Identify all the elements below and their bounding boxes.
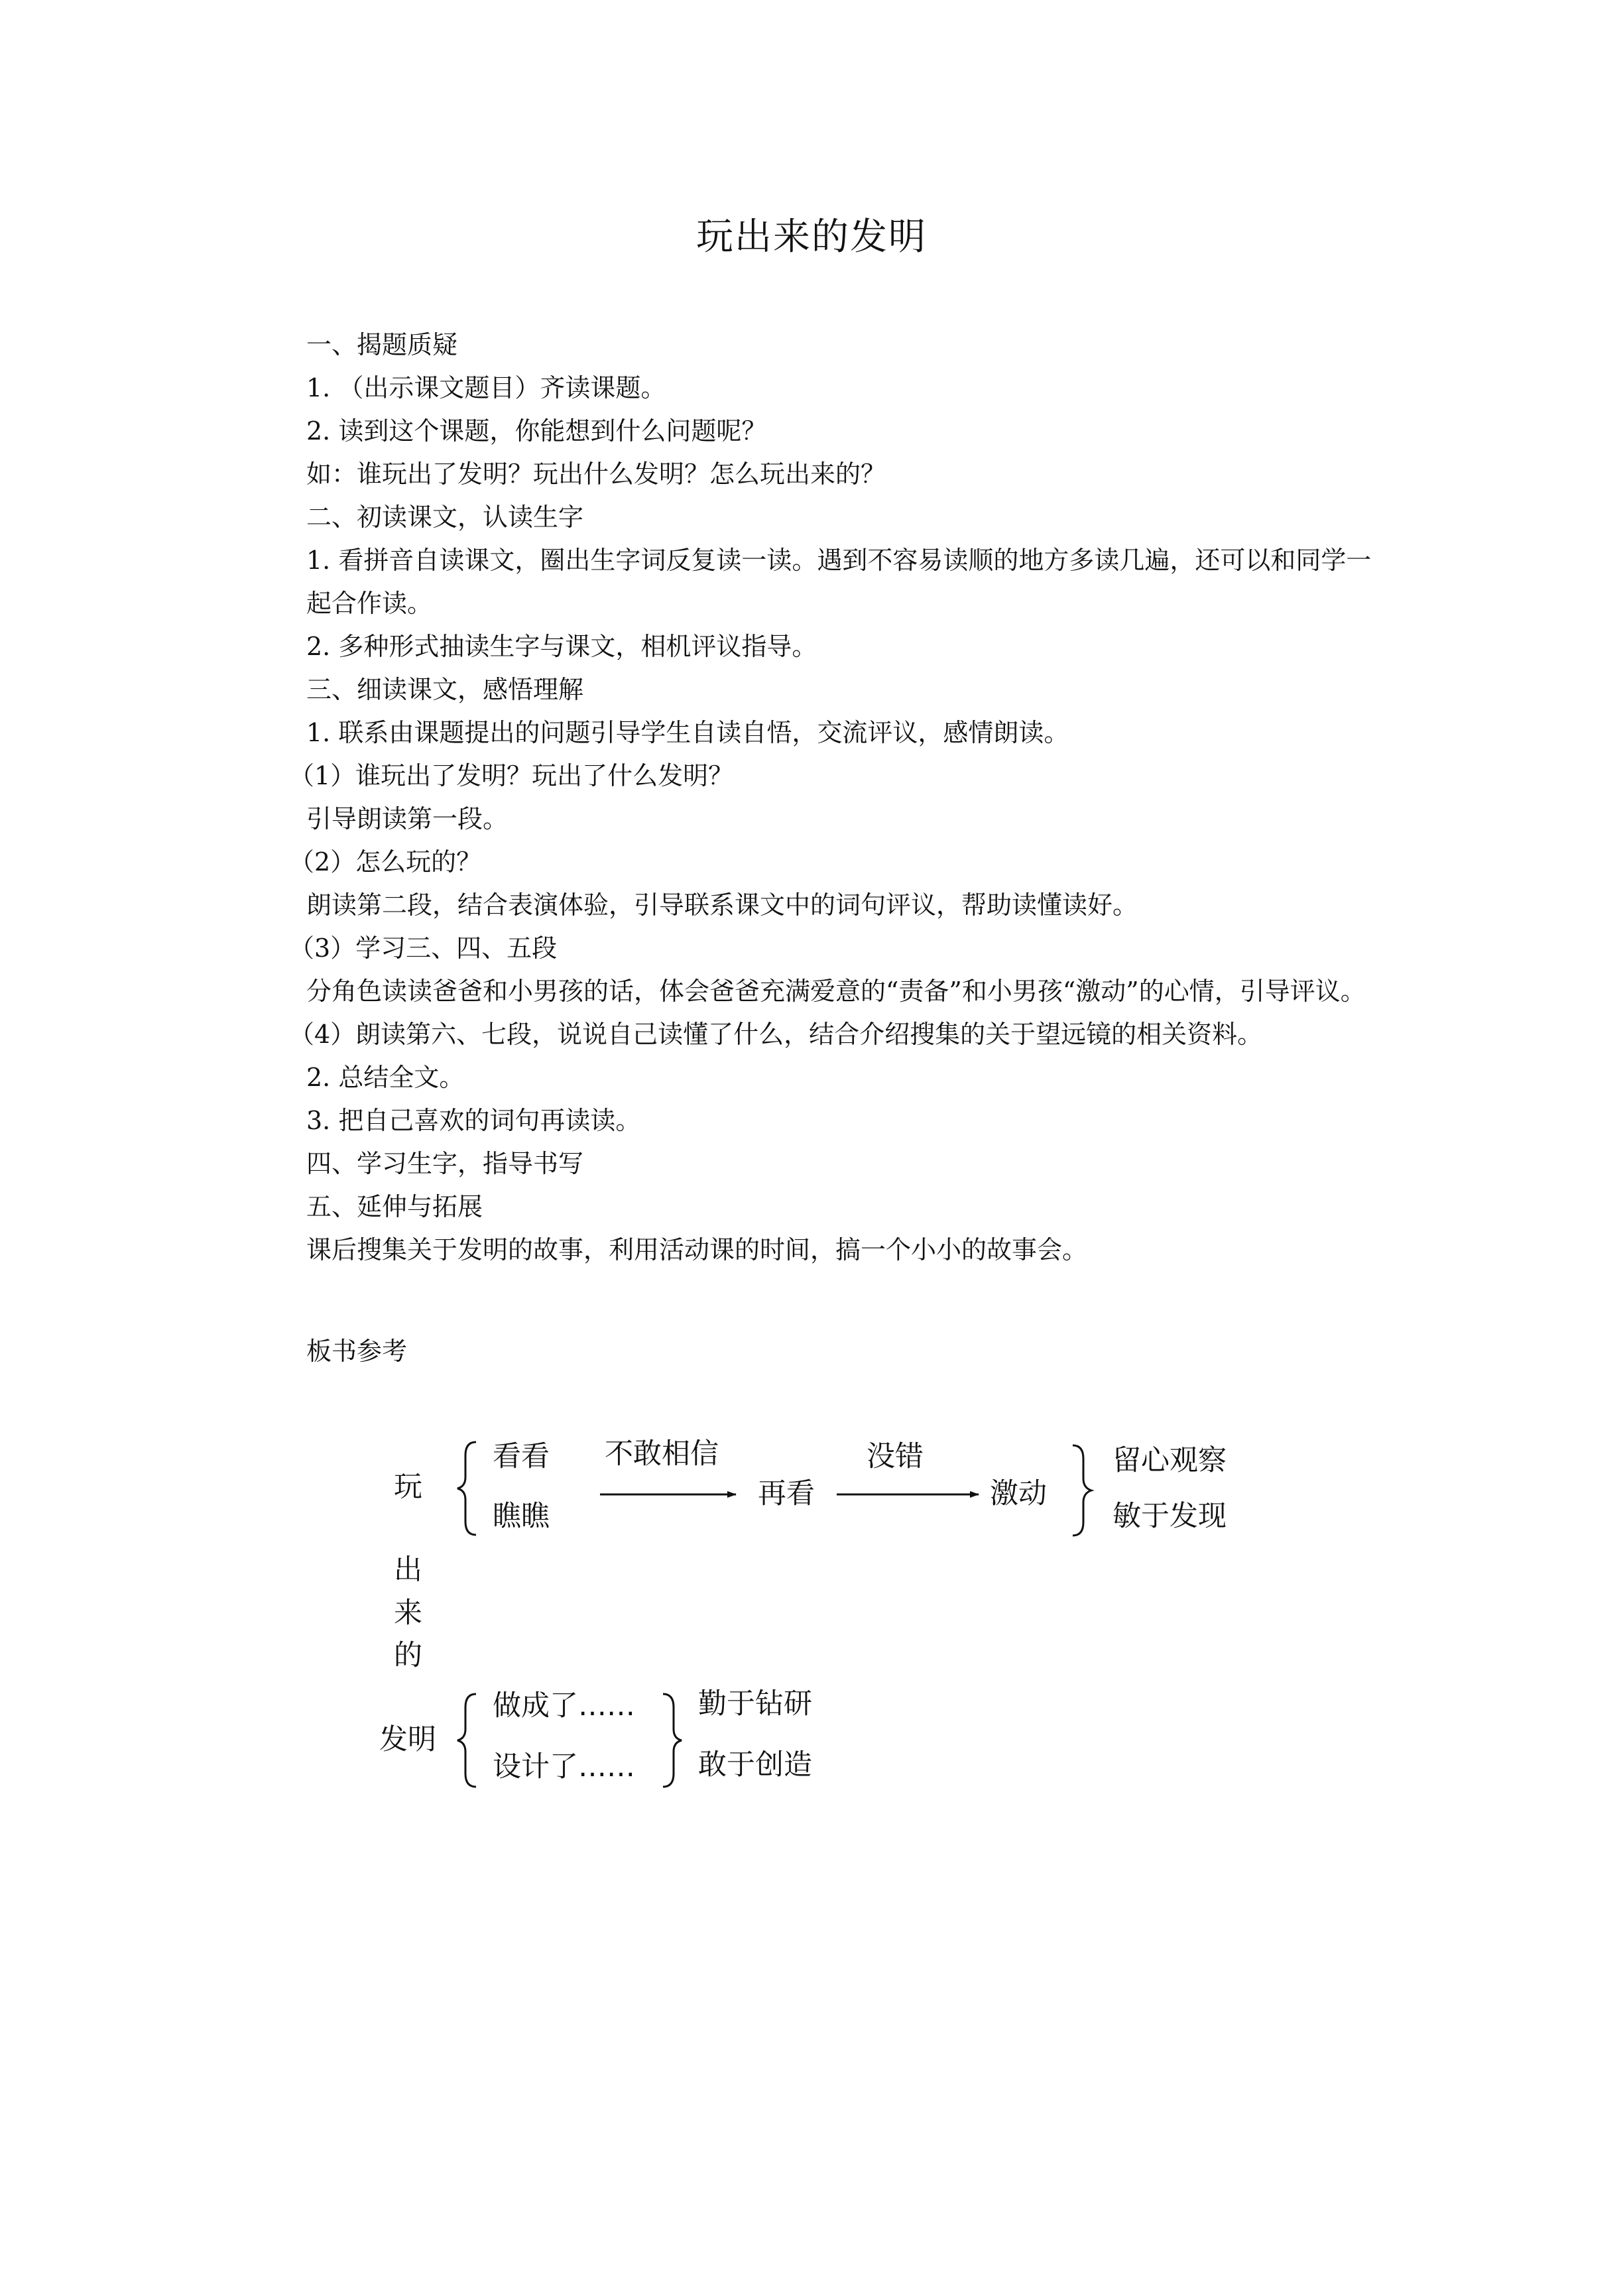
board-main-char: 出 [394,1553,422,1587]
list-item: 2. 读到这个课题，你能想到什么问题呢？ [306,416,767,446]
branch-label: 瞧瞧 [493,1500,550,1533]
page-title: 玩出来的发明 [696,215,927,259]
section-heading-2: 二、初读课文，认读生字 [306,503,584,532]
list-item: 课后搜集关于发明的故事，利用活动课的时间，搞一个小小的故事会。 [306,1235,1088,1264]
list-item: 1. 看拼音自读课文，圈出生字词反复读一读。遇到不容易读顺的地方多读几遍，还可以和同学一起合作读。 [306,546,1372,618]
board-heading: 板书参考 [306,1337,408,1366]
right-brace [663,1694,682,1787]
branch-label: 设计了…… [493,1750,635,1783]
board-main-char: 的 [394,1639,422,1672]
board-main-char: 玩 [394,1471,422,1504]
section-heading-5: 五、延伸与拓展 [306,1192,483,1221]
result-label: 留心观察 [1112,1444,1227,1477]
result-label: 敢于创造 [698,1748,812,1782]
result-label: 敏于发现 [1112,1500,1227,1533]
sub-item-text: 引导朗读第一段。 [306,804,509,833]
sub-item: （3）学习三、四、五段 [289,934,558,963]
list-item: 1. （出示课文题目）齐读课题。 [306,373,666,402]
branch-label: 做成了…… [493,1689,635,1722]
list-item: 2. 总结全文。 [306,1063,465,1092]
section-heading-3: 三、细读课文，感悟理解 [306,675,584,704]
list-item: 1. 联系由课题提出的问题引导学生自读自悟，交流评议，感情朗读。 [306,718,1069,747]
example-text: 如：谁玩出了发明？玩出什么发明？怎么玩出来的？ [306,459,886,489]
sub-item: （1）谁玩出了发明？玩出了什么发明？ [289,761,734,790]
sub-item-text: 分角色读读爸爸和小男孩的话，体会爸爸充满爱意的“责备”和小男孩“激动”的心情，引导评议。 [306,977,1366,1006]
sub-item: （4）朗读第六、七段，说说自己读懂了什么，结合介绍搜集的关于望远镜的相关资料。 [289,1020,1263,1049]
result-label: 勤于钻研 [698,1687,812,1721]
right-brace [1073,1445,1091,1536]
sub-item: （2）怎么玩的？ [289,847,482,876]
board-main-char: 来 [394,1597,422,1630]
board-node: 再看 [758,1477,815,1510]
board-node: 激动 [990,1477,1047,1510]
sub-item-text: 朗读第二段，结合表演体验，引导联系课文中的词句评议，帮助读懂读好。 [306,890,1138,920]
arrow-label: 不敢相信 [605,1437,719,1471]
section-heading-4: 四、学习生字，指导书写 [306,1149,584,1178]
board-main-word: 发明 [379,1723,436,1756]
arrow-label: 没错 [867,1440,924,1473]
left-brace [457,1694,476,1787]
list-item: 2. 多种形式抽读生字与课文，相机评议指导。 [306,632,817,661]
section-heading-1: 一、揭题质疑 [306,330,458,359]
list-item: 3. 把自己喜欢的词句再读读。 [306,1106,641,1135]
branch-label: 看看 [493,1440,550,1473]
left-brace [457,1442,476,1535]
lesson-body [252,324,1392,1373]
